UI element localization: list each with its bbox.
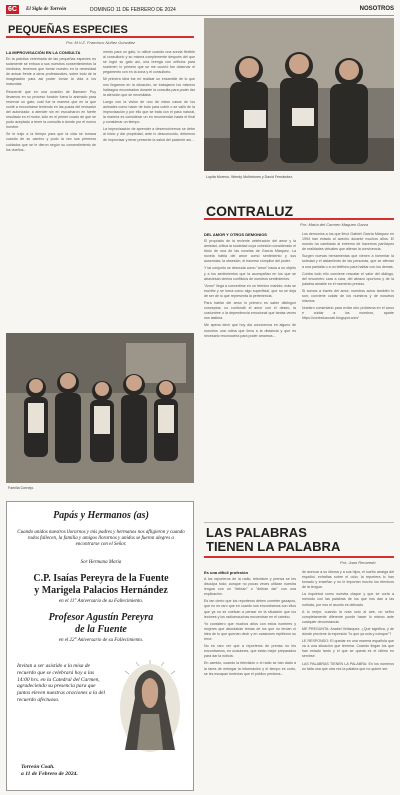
contraluz-title: CONTRALUZ: [206, 203, 294, 219]
paragraph: No es raro ver que a reporteros de prensa no les encontramos, en ocasiones, que estan mejor preparados para dar la noticia.: [204, 644, 296, 659]
palabras-title-line-2: TIENEN LA PALABRA: [206, 539, 341, 554]
paragraph: En la práctica veterinaria de las pequeñas especies es solamente se enfoca a sus nuestros consentimientos la medicina, tenemos que tomar nuestro en la necesidad de actuar frente a otros profesionales, sobre todo de la imaginación para así poder tomar la vida a los mascotas.: [6, 57, 96, 87]
ad-person-1-name: C.P. Isaías Pereyra de la Fuente: [33, 573, 169, 584]
ad-invitation: Invitan a ser asistido a la misa de recuerdo que se celebrará hoy a las 14:00 hrs. en la Catedral del Carmen, agradeciendo su presencia para que juntos eleven nuestras oraciones a la del recuerdo afectuoso.: [17, 663, 106, 703]
paragraph: Contra todo ello conviene rescatar el valor del diálogo, del encuentro cara a cara, del abrazo oportuno y de la palabra amable en el momento preciso.: [302, 271, 394, 286]
newspaper-name: El Siglo de Torreón: [26, 7, 67, 12]
paragraph: A los reporteros de la radio, televisión y prensa se les disculpa todo; aunque no pocas veces utilizan nuestra lengua con un "debían" o "debían dar" con una explicación.: [204, 577, 296, 597]
pequenas-title: PEQUEÑAS ESPECIES: [8, 24, 128, 36]
palabras-column-2: [302, 570, 394, 792]
section-name: NOSOTROS: [359, 6, 394, 12]
pequenas-byline: Por: M.V.Z. Francisco Núñez González: [66, 40, 136, 45]
page-number: 6C: [8, 6, 17, 13]
page-header: [6, 4, 394, 16]
section-rule: [204, 556, 394, 558]
virgin-image: [111, 658, 189, 754]
issue-date: DOMINGO 11 DE FEBRERO DE 2024: [90, 7, 176, 13]
ad-place-date: a 11 de Febrero de 2024.: [21, 770, 78, 777]
paragraph: Me apena decir que hoy día conocemos en alguno de nosotros una rutina que lleva a la distancia y que es necesario reconocerla para poder amarnos...: [204, 323, 296, 338]
ad-place: [21, 764, 78, 777]
palabras-column-1: [204, 570, 296, 792]
palabras-title: [206, 526, 340, 554]
paragraph: Para hablar del amor lo primero es saber distinguir conceptos; no confundir el amor con el deseo, la costumbre o la dependencia emocional que tantas veces nos lastima.: [204, 301, 296, 321]
memorial-ad: [6, 501, 194, 791]
contraluz-byline: Por: María del Carmen Maqueo Garza: [300, 222, 369, 227]
paragraph: de acercar a su idioma y a sus hijos, el sueño arraiga del español, extrañas sobre el oído; la reportera lo han tomado y enseñan y no le importan mucho los términos de la lengua.: [302, 570, 394, 590]
paragraph: Surgen nuevas herramientas que vienen a fomentar la soledad y el aislamiento de las personas, que se aferran a una pantalla o a un teléfono para hablar con los demás.: [302, 254, 394, 269]
paragraph: La improvisación de aprender a desenvolvernos se debe al inicio y dar propiedad, ante lo desconocido, debemos de improvisar y tener presente la salud del paciente así...: [103, 127, 195, 142]
section-rule: [6, 36, 194, 38]
paragraph: "Amor" llega a convertirse en un término manido; más se escribe y se toma como algo superficial, que no se deja de ser de lo que representa la pertenencia.: [204, 283, 296, 298]
family-caption: Familia Cornejo.: [8, 486, 35, 490]
paragraph: Los demonios a los que llevó Gabriel García Márquez en 1994 han estado al acecho durante muchos años. El mundo ha cambiado al extremo de hacernos partícipes de realidades virtuales que alteran la convivencia.: [302, 232, 394, 252]
pequenas-subhead: LA IMPROVISACIÓN EN LA CONSULTA: [6, 50, 81, 55]
ad-person-2-name: Profesor Agustín Pereyra: [48, 612, 154, 623]
ad-place-city: Torreón Coah.: [21, 764, 55, 770]
paragraph: Yo considero que muchos años con estos hombres y mujeres que abordaban temas de los que no tenían ni idea de lo que querían decir y en ocasiones repitieron su error.: [204, 621, 296, 642]
ad-poem: Cuando unidos nuestros llorarnos y mis padres y hermanos nos afligieron y cuando todos fallecen, la familia y amigos llorarnos y unidos se fueron alegres a encontrarse con el Señor.: [17, 530, 185, 547]
contraluz-column-1: [204, 232, 296, 516]
ad-person-2-name-2: de la Fuente: [75, 624, 127, 635]
paragraph: Recuerde que en una ocasión de Bamanrr Puy llevamos en su proceso función fuera lo animado para reservar un gato; cuál fue la manera que en la que conté a encontrarse teniendo en las pusas del revisador del autorizado: a atender sin en escucharon en fuerte resultado en el motor, sólo en el primer cuarto de que se pudo aceptado a tener la consulta a donde por el nuevo hombre.: [6, 89, 96, 130]
paragraph: A lo mejor, cuando la nota solo al aire, un señor completamente diferente puede hacer lo mismo ante cualquier circunstancia.: [302, 609, 394, 624]
pequenas-column-2: [103, 50, 195, 332]
family-photo: [6, 333, 194, 483]
paragraph: LAS PALABRAS TIENEN LA PALABRA: En los números no falta una que otra vez la palabra que no quiere ser.: [302, 661, 394, 671]
ad-person-1-name-2: y Marigela Palacios Hernández: [34, 585, 168, 596]
paragraph: Si somos a través del amor, nuestros actos también lo son; conviene cuidar de los nuestros y de nosotros mismos.: [302, 288, 394, 304]
pequenas-column-1: [6, 50, 96, 332]
paragraph: Mi primera idea fue en realizar un ensamble de lo que nos llegamos en la situación, se trabajaron los mismos hallazgos encontrados durante la consulta para poder dar la atención que se necesitaba.: [103, 77, 195, 97]
paragraph: El propósito de la reciente celebración del amor y la amistad, critica la sociedad cuya cohesión considerado el título de una de las novelas de García Márquez. La novela habla del amor como sentimiento y sus ausencias; la obsesión, el hacerse cómplice del poder.: [204, 239, 296, 264]
palabras-subhead: Es una difícil profesión: [204, 570, 249, 575]
ad-person-1-anniversary: en el 11° Aniversario de su Fallecimiento.: [58, 599, 144, 604]
people-photo: [204, 18, 394, 171]
paragraph: LE RESPONDO: El quedar en una manera española que va a una situación que termina. Cuando llegan los que han estado tanto y el que se queda es el último en servirse.: [302, 639, 394, 659]
paragraph: Y tal conjunto se desnuda como "amor" hacia a un objeto y a los sentimientos que la acompañan en los que se atraviesan ciertos conflictos de nuestros sentimientos.: [204, 266, 296, 281]
palabras-title-line-1: LAS PALABRAS: [206, 525, 307, 540]
paragraph: Luego con la visión de uno de estos casos de los animales como hacer de todo para cubrir o se valió de la improvisación y por ello que se trata con el paso natural, la manera es considerar un en recomendar hasta el final y considerar un tiempo.: [103, 99, 195, 125]
paragraph: mento para un gato, lo utilicé cuando una sonda flexible al consultorio y su misma complemente después del que se logró su gato así, una brenga con orificios para sostener; lo primero que se me ocurrió fue observar el pegamento con en la zona y el consultorio.: [103, 50, 195, 75]
paragraph: Se le trajo a la tiempo para que la vida se tomara cuando de su camino y pudo la vez sus primeros cuidados que se le dieron según su consentimiento de los dueños...: [6, 132, 96, 152]
paragraph: Nuestro comentario para evitar otro problema en el amor e cuidar a los nuestros, aparte https://contraluzcoah.blogspot.com/: [302, 306, 394, 321]
ad-title: Papás y Hermanos (as): [53, 510, 149, 521]
photo-caption: Lupita Moreno, Wendy Muñetones y David Fernández.: [206, 175, 294, 179]
paragraph: ME PREGUNTA: Anabel Velázquez: ¿Qué significa, y de dónde proviene la expresión "lo que ya cola y coloque"?: [302, 626, 394, 637]
contraluz-column-2: [302, 232, 394, 516]
ad-poem-author: Sor Hermana María: [80, 560, 122, 565]
paragraph: La inquietud como nuestra claque y que se corta a menudo con las palabras de los que nos dan a las noticias, por eso el asunto es delicado.: [302, 592, 394, 607]
paragraph: Es tan cierto que los reporteros deben cometer gazapos, que no es raro que en cuanto nos encontramos con ellos que ya no se vuelvan a pensar en la situación que los lectores y los radioescuchas encuentran en el camino.: [204, 599, 296, 619]
palabras-byline: Por: Juan Recaredo: [340, 560, 376, 565]
divider: [204, 522, 394, 523]
contraluz-subhead: DEL AMOR Y OTROS DEMONIOS: [204, 232, 267, 237]
paragraph: En cambio, cuando la televisión o el radio se han dado a la tarea de entregar la información y el tiempo es corto, se les escapan tonterías que el público perdona...: [204, 661, 296, 676]
ad-person-2-anniversary: en el 22° Aniversario de su Fallecimiento.: [58, 638, 144, 643]
